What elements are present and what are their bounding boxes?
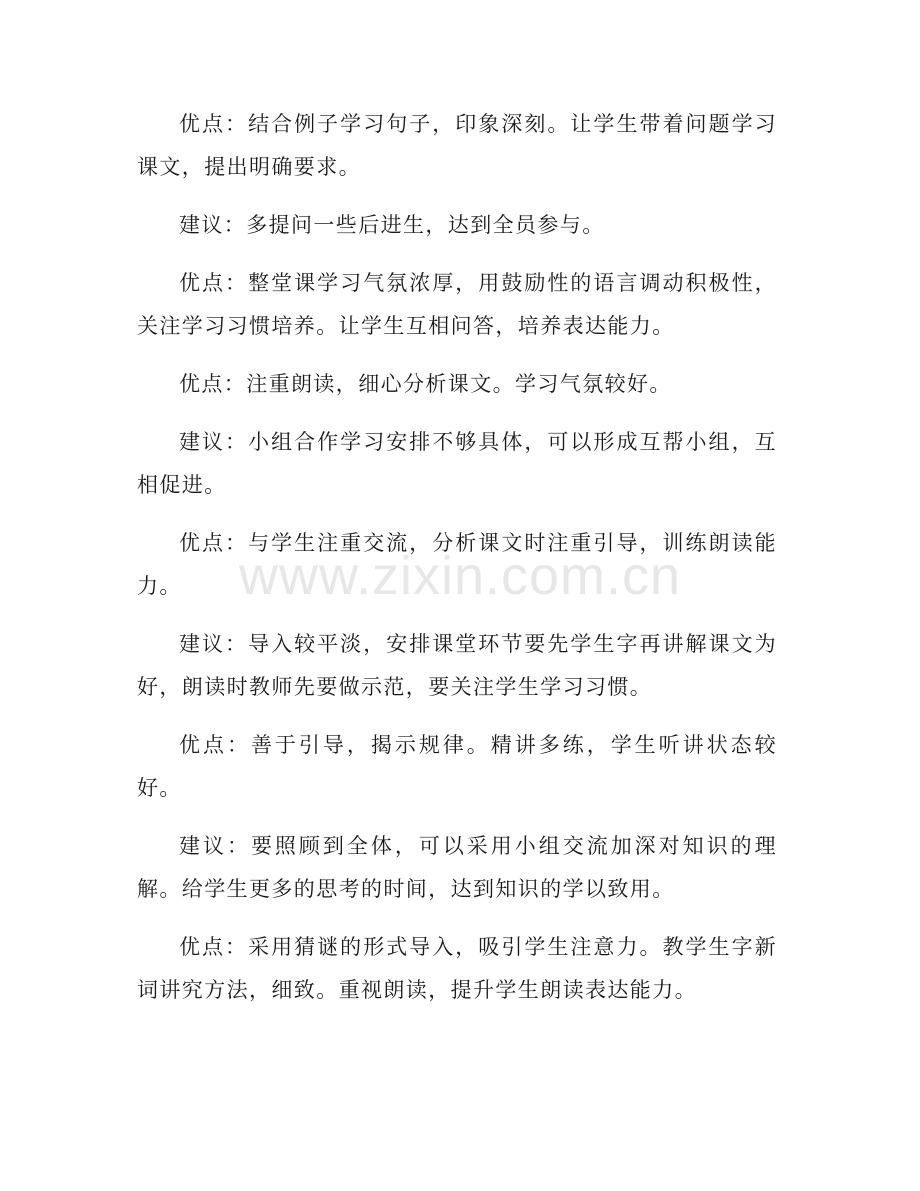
paragraph-8: 优点：善于引导，揭示规律。精讲多练，学生听讲状态较好。 <box>137 733 777 800</box>
watermark: www.zixin.com.cn <box>238 546 682 606</box>
paragraph-7: 建议：导入较平淡，安排课堂环节要先学生字再讲解课文为好，朗读时教师先要做示范，要关注学生学习习惯。 <box>137 632 777 699</box>
paragraph-6: 优点：与学生注重交流，分析课文时注重引导，训练朗读能力。 <box>137 531 777 598</box>
paragraph-5: 建议：小组合作学习安排不够具体，可以形成互帮小组，互相促进。 <box>137 430 777 497</box>
paragraph-3: 优点：整堂课学习气氛浓厚，用鼓励性的语言调动积极性，关注学习习惯培养。让学生互相问答，培养表达能力。 <box>137 271 777 338</box>
paragraph-4: 优点：注重朗读，细心分析课文。学习气氛较好。 <box>179 372 672 396</box>
paragraph-2: 建议：多提问一些后进生，达到全员参与。 <box>179 213 605 237</box>
paragraph-10: 优点：采用猜谜的形式导入，吸引学生注意力。教学生字新词讲究方法，细致。重视朗读，提升学生朗读表达能力。 <box>137 935 777 1002</box>
document-body <box>137 103 777 1027</box>
paragraph-9: 建议：要照顾到全体，可以采用小组交流加深对知识的理解。给学生更多的思考的时间，达到知识的学以致用。 <box>137 834 777 901</box>
paragraph-1: 优点：结合例子学习句子，印象深刻。让学生带着问题学习课文，提出明确要求。 <box>137 112 777 179</box>
